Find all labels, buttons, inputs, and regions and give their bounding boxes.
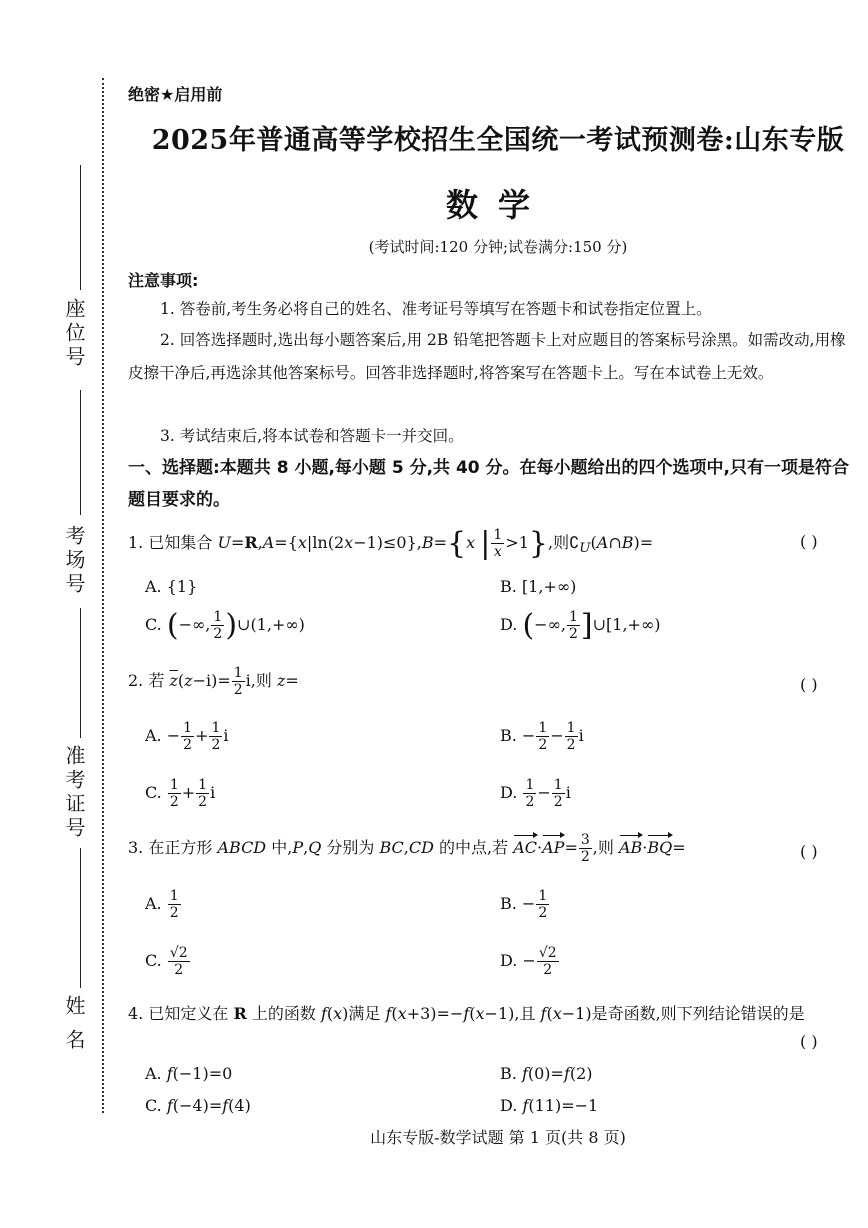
q3-option-d: D. − $\frac{√2}{2}$: [500, 945, 557, 978]
q4-option-d: D. f(11)=−1: [500, 1096, 599, 1115]
room-label: 考场号: [62, 525, 86, 597]
question-3: 3. 在正方形 ABCD 中,P,Q 分别为 BC,CD 的中点,若 AC·AP= $\frac{3}{2}$ ,则 AB·BQ=: [128, 832, 686, 865]
page-footer: 山东专版-数学试题 第 1 页(共 8 页): [370, 1128, 626, 1147]
q3-option-c: C. $\frac{√2}{2}$: [145, 945, 188, 978]
answer-paren-3: ( ): [800, 842, 818, 861]
ticket-label: 准考证号: [62, 745, 86, 841]
seat-line: [80, 165, 81, 290]
exam-info: (考试时间:120 分钟;试卷满分:150 分): [368, 238, 628, 256]
confidential-mark: 绝密★启用前: [128, 85, 223, 104]
question-2: 2. 若 $\overline{z}(z-i)=$ $\frac{1}{2}$ i,则 z=: [128, 665, 299, 698]
q3-option-b: B. − $\frac{1}{2}$: [500, 888, 548, 921]
q1-option-a: A. {1}: [145, 577, 198, 596]
q1-option-b: B. [1,+∞): [500, 577, 577, 596]
q2-option-c: C. $\frac{1}{2}$ + $\frac{1}{2}$ i: [145, 777, 216, 810]
name-line: [80, 848, 81, 988]
q1-option-c: C. (−∞, $\frac{1}{2}$ )∪(1,+∞): [145, 608, 305, 643]
q2-option-a: A. − $\frac{1}{2}$ + $\frac{1}{2}$ i: [145, 720, 229, 753]
answer-paren-1: ( ): [800, 532, 818, 551]
question-1: 1. 已知集合 U=R,A={x|ln(2x−1)≤0},B={x | $\frac{1}{x}$ >1},则$∁_U(A\cap B)=$: [128, 526, 654, 561]
room-line: [80, 390, 81, 515]
q4-option-b: B. f(0)=f(2): [500, 1064, 593, 1083]
subject-title: 数学: [445, 186, 550, 224]
notice-item-2: 2. 回答选择题时,选出每小题答案后,用 2B 铅笔把答题卡上对应题目的答案标号涂黑。如需改动,用橡皮擦干净后,再选涂其他答案标号。回答非选择题时,将答案写在答题卡上。写在本试卷上无效。: [128, 331, 846, 382]
q2-option-d: D. $\frac{1}{2}$ − $\frac{1}{2}$ i: [500, 777, 571, 810]
q4-option-c: C. f(−4)=f(4): [145, 1096, 251, 1115]
seat-label: 座位号: [62, 298, 86, 370]
name-label: 姓名: [62, 995, 86, 1063]
notice-item-3: 3. 考试结束后,将本试卷和答题卡一并交回。: [160, 427, 464, 445]
notice-heading: 注意事项:: [128, 271, 199, 290]
question-4: 4. 已知定义在 R 上的函数 f(x)满足 f(x+3)=−f(x−1),且 f(x−1)是奇函数,则下列结论错误的是: [128, 1004, 805, 1023]
ticket-line: [80, 608, 81, 738]
answer-paren-2: ( ): [800, 675, 818, 694]
q2-option-b: B. − $\frac{1}{2}$ − $\frac{1}{2}$ i: [500, 720, 584, 753]
binding-dotted-line: [102, 78, 104, 1113]
q1-option-d: D. (−∞, $\frac{1}{2}$ ]∪[1,+∞): [500, 608, 661, 643]
exam-title: 2025年普通高等学校招生全国统一考试预测卷:山东专版: [151, 125, 845, 156]
q3-option-a: A. $\frac{1}{2}$: [145, 888, 179, 921]
section-heading: 一、选择题:本题共 8 小题,每小题 5 分,共 40 分。在每小题给出的四个选项中,只有一项是符合题目要求的。: [128, 458, 849, 510]
q4-option-a: A. f(−1)=0: [145, 1064, 233, 1083]
answer-paren-4: ( ): [800, 1032, 818, 1051]
notice-item-1: 1. 答卷前,考生务必将自己的姓名、准考证号等填写在答题卡和试卷指定位置上。: [160, 300, 712, 318]
